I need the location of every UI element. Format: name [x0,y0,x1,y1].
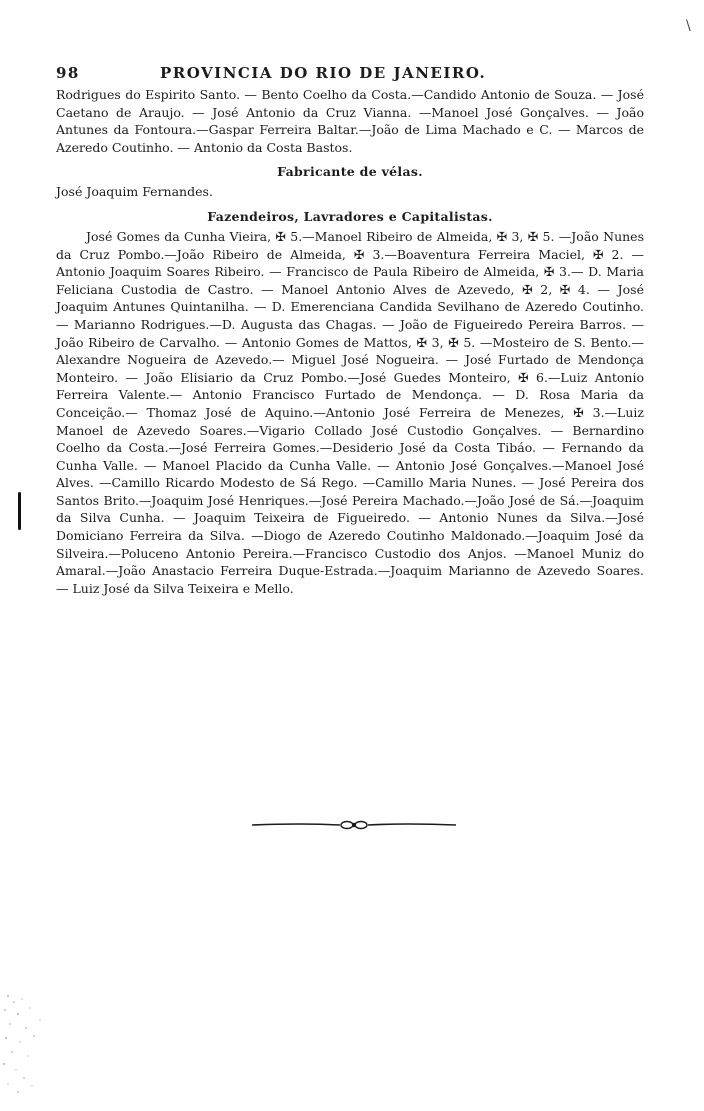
running-title: PROVINCIA DO RIO DE JANEIRO. [160,64,487,82]
section-heading-fazendeiros: Fazendeiros, Lavradores e Capitalistas. [207,208,493,224]
scan-speckle-noise [0,990,64,1100]
page-number: 98 [56,64,80,82]
section-heading-fabricante: Fabricante de vélas. [277,164,423,180]
continuation-paragraph: Rodrigues do Espirito Santo. — Bento Coelho da Costa.—Candido Antonio de Souza. — José Caetano de Araujo. — José Antonio da Cruz Vianna. —Manoel José Gonçalves. — João Antunes da Fontoura.—Gaspar Ferreira Baltar.—João de Lima Machado e C. — Marcos de Azeredo Coutinho. — Antonio da Costa Bastos. [56,87,644,155]
margin-bracket-mark [18,492,21,530]
running-head [56,64,644,86]
fleuron-rule-icon [252,820,456,830]
fazendeiros-paragraph: José Gomes da Cunha Vieira, ✠ 5.—Manoel Ribeiro de Almeida, ✠ 3, ✠ 5. —João Nunes da Cruz Pombo.—João Ribeiro de Almeida, ✠ 3.—Boaventura Ferreira Maciel, ✠ 2. — Antonio Joaquim Soares Ribeiro. — Francisco de Paula Ribeiro de Almeida, ✠ 3.— D. Maria Feliciana Custodia de Castro. — Manoel Antonio Alves de Azevedo, ✠ 2, ✠ 4. — José Joaquim Antunes Quintanilha. — D. Emerenciana Candida Sevilhano de Azeredo Coutinho. — Marianno Rodrigues.—D. Augusta das Chagas. — João de Figueiredo Pereira Barros. — João Ribeiro de Carvalho. — Antonio Gomes de Mattos, ✠ 3, ✠ 5. —Mosteiro de S. Bento.—Alexandre Nogueira de Azevedo.— Miguel José Nogueira. — José Furtado de Mendonça Monteiro. — João Elisiario da Cruz Pombo.—José Guedes Monteiro, ✠ 6.—Luiz Antonio Ferreira Valente.— Antonio Francisco Furtado de Mendonça. — D. Rosa Maria da Conceição.— Thomaz José de Aquino.—Antonio José Ferreira de Menezes, ✠ 3.—Luiz Manoel de Azevedo Soares.—Vigario Collado José Custodio Gonçalves. — Bernardino Coelho da Costa.—José Ferreira Gomes.—Desiderio José da Costa Tibáo. — Fernando da Cunha Valle. — Manoel Placido da Cunha Valle. — Antonio José Gonçalves.—Manoel José Alves. —Camillo Ricardo Modesto de Sá Rego. —Camillo Maria Nunes. — José Pereira dos Santos Brito.—Joaquim José Henriques.—José Pereira Machado.—João José de Sá.—Joaquim da Silva Cunha. — Joaquim Teixeira de Figueiredo. — Antonio Nunes da Silva.—José Domiciano Ferreira da Silva. —Diogo de Azeredo Coutinho Maldonado.—Joaquim José da Silveira.—Poluceno Antonio Pereira.—Francisco Custodio dos Anjos. —Manoel Muniz do Amaral.—João Anastacio Ferreira Duque-Estrada.—Joaquim Marianno de Azevedo Soares. — Luiz José da Silva Teixeira e Mello. [56,228,644,596]
fabricante-entry: José Joaquim Fernandes. [56,184,213,200]
margin-tick-mark: \ [686,18,691,34]
page-content [56,64,644,597]
